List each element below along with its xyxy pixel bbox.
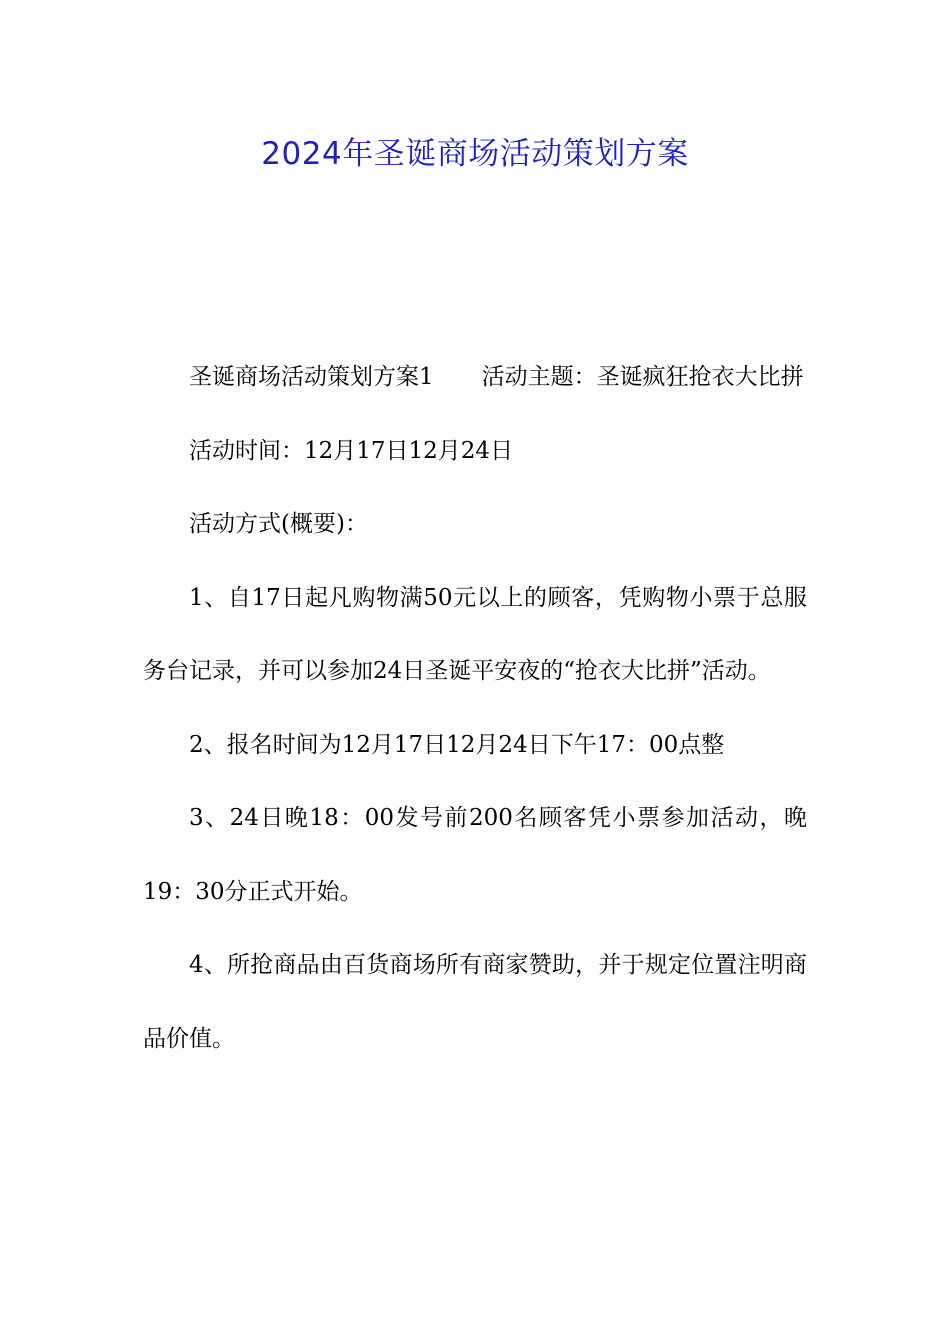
paragraph-item-1: 1、自17日起凡购物满50元以上的顾客，凭购物小票于总服务台记录，并可以参加24日圣诞平安夜的“抢衣大比拼”活动。 [143,584,807,684]
paragraph-text: 活动主题：圣诞疯狂抢衣大比拼 [481,364,804,390]
paragraph-item-3: 3、24日晚18：00发号前200名顾客凭小票参加活动，晚19：30分正式开始。 [143,805,807,905]
document-body [143,341,807,1076]
paragraph-item-4: 4、所抢商品由百货商场所有商家赞助，并于规定位置注明商品价值。 [143,952,807,1052]
paragraph-theme [143,341,807,415]
paragraph-method: 活动方式(概要)： [189,511,368,537]
paragraph-time: 活动时间：12月17日12月24日 [189,437,514,464]
paragraph-lead: 圣诞商场活动策划方案1 [189,364,434,390]
paragraph-item-2: 2、报名时间为12月17日12月24日下午17：00点整 [189,731,725,758]
document-title: 2024年圣诞商场活动策划方案 [261,136,689,172]
